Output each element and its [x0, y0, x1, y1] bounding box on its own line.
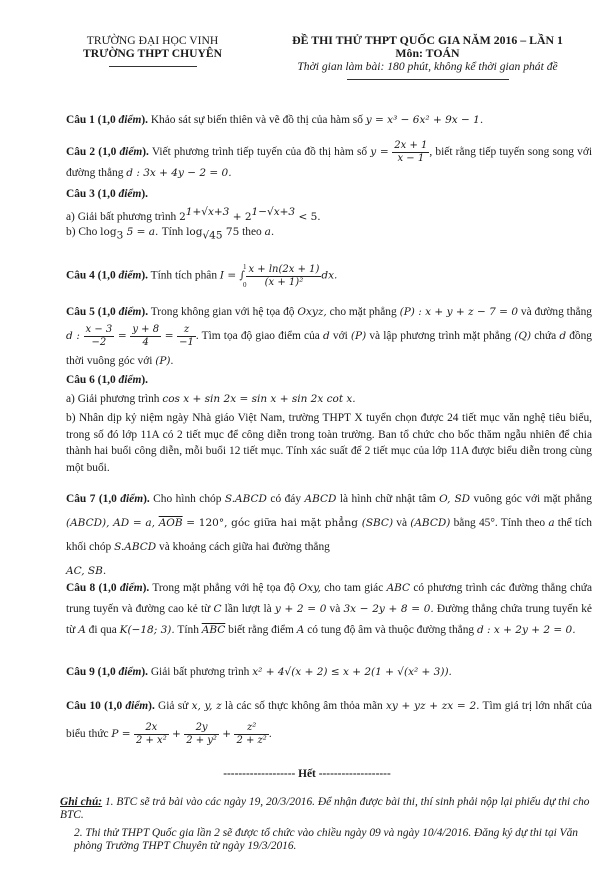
exam-time: Thời gian làm bài: 180 phút, không kể thời gian phát đề	[297, 60, 558, 73]
exam-header	[245, 34, 610, 80]
question-2: Câu 2 (1,0 điểm). Viết phương trình tiếp tuyến của đồ thị hàm số y = $\frac{2x + 1}{x - 1}$ , biết rằng tiếp tuyến song song với đường thẳng d : 3x + 4y − 2 = 0.	[66, 140, 593, 179]
notes	[60, 796, 600, 852]
question-7: Câu 7 (1,0 điểm). Cho hình chóp S.ABCD có đáy ABCD là hình chữ nhật tâm O, SD vuông góc với mặt phẳng (ABCD), AD = a, $\overline{AOB} = 120^\circ$, góc giữa hai mặt phẳng (SBC) và (ABCD) bằng 45°. Tính theo a thể tích khối chóp S.ABCD và khoảng cách giữa hai đường thẳng AC, SB.	[66, 493, 592, 577]
exam-title: ĐỀ THI THỬ THPT QUỐC GIA NĂM 2016 – LẦN 1	[292, 33, 563, 47]
question-8: Câu 8 (1,0 điểm). Trong mặt phẳng với hệ tọa độ Oxy, cho tam giác ABC có phương trình các đường thẳng chứa trung tuyến và đường cao kẻ từ C lần lượt là y + 2 = 0 và 3x − 2y + 8 = 0. Đường thẳng chứa trung tuyến kẻ từ A đi qua K(−18; 3). Tính $\overline{ABC}$ biết rằng điểm A có tung độ âm và thuộc đường thẳng d : x + 2y + 2 = 0.	[66, 582, 592, 636]
question-6: Câu 6 (1,0 điểm).	[66, 374, 148, 386]
question-5: Câu 5 (1,0 điểm). Trong không gian với hệ tọa độ Oxyz, cho mặt phẳng (P) : x + y + z − 7 = 0 và đường thẳng d : $\frac{x - 3}{-2}$ = $\frac{y + 8}{4}$ = $\frac{z}{-1}$ . Tìm tọa độ giao điểm của d với (P) và lập phương trình mặt phẳng (Q) chứa d đồng thời vuông góc với (P).	[66, 306, 592, 367]
integrand: $\frac{x + \ln(2x + 1)}{\text{(x + 1)²}}$	[248, 263, 320, 288]
fraction: $\frac{2x + 1}{x - 1}$	[394, 140, 428, 164]
question-3b: b) Cho $\log_3 5 = a$. Tính $\log_{√45} 75$ theo a.	[66, 226, 275, 242]
question-3a: a) Giải bất phương trình $2^{1+√x+3} + 2^{1-√x+3} < 5$.	[66, 206, 321, 223]
end-marker: ------------------- Hết -------------------	[223, 768, 391, 780]
school-name: TRƯỜNG THPT CHUYÊN	[83, 47, 222, 60]
question-6b: b) Nhân dịp kỷ niệm ngày Nhà giáo Việt Nam, trường THPT X tuyển chọn được 24 tiết mục văn nghệ tiêu biểu, trong số đó lớp 11A có 2 tiết mục để công diễn trong toàn trường. Ban tổ chức cho bốc thăm ngẫu nhiên để chia thành hai buổi công diễn, mỗi buổi 12 tiết mục. Tính xác suất để 2 tiết mục của lớp 11A được biểu diễn trong cùng một buổi.	[66, 412, 592, 474]
question-3: Câu 3 (1,0 điểm).	[66, 188, 148, 200]
header-underline	[109, 66, 197, 67]
header-underline	[347, 79, 509, 80]
math: y = x³ − 6x² + 9x − 1.	[365, 114, 484, 126]
note-2: 2. Thi thử THPT Quốc gia lần 2 sẽ được tổ chức vào chiều ngày 09 và ngày 10/4/2016. Đăng ký dự thi tại Văn phòng Trường THPT Chuyên từ ngày 19/3/2016.	[74, 827, 579, 852]
notes-label: Ghi chú:	[60, 796, 103, 808]
question-9: Câu 9 (1,0 điểm). Giải bất phương trình x² + 4√(x + 2) ≤ x + 2(1 + √(x² + 3)).	[66, 666, 452, 678]
question-10: Câu 10 (1,0 điểm). Giả sử x, y, z là các số thực không âm thỏa mãn xy + yz + zx = 2. Tìm giá trị lớn nhất của biểu thức P = $\frac{2x}{\text{2 + x²}}$ + $\frac{2y}{\text{2 + y²}}$ + $\frac{\text{z²}}{\text{2 + z²}}$ .	[66, 700, 592, 746]
school-header	[60, 34, 245, 67]
question-4: Câu 4 (1,0 điểm). Tính tích phân I = ∫ 1 0 $\frac{x + \ln(2x + 1)}{\text{(x + 1)²}}$ dx.	[66, 263, 338, 289]
university-name: TRƯỜNG ĐẠI HỌC VINH	[86, 34, 219, 47]
question-1: Câu 1 (1,0 điểm). Khảo sát sự biến thiên và vẽ đồ thị của hàm số y = x³ − 6x² + 9x − 1.	[66, 114, 484, 126]
exam-subject: Môn: TOÁN	[395, 46, 460, 60]
note-1: 1. BTC sẽ trả bài vào các ngày 19, 20/3/2016. Để nhận được bài thi, thí sinh phải nộp lại phiếu dự thi cho BTC.	[60, 796, 590, 821]
question-6a: a) Giải phương trình cos x + sin 2x = sin x + sin 2x cot x.	[66, 393, 356, 405]
